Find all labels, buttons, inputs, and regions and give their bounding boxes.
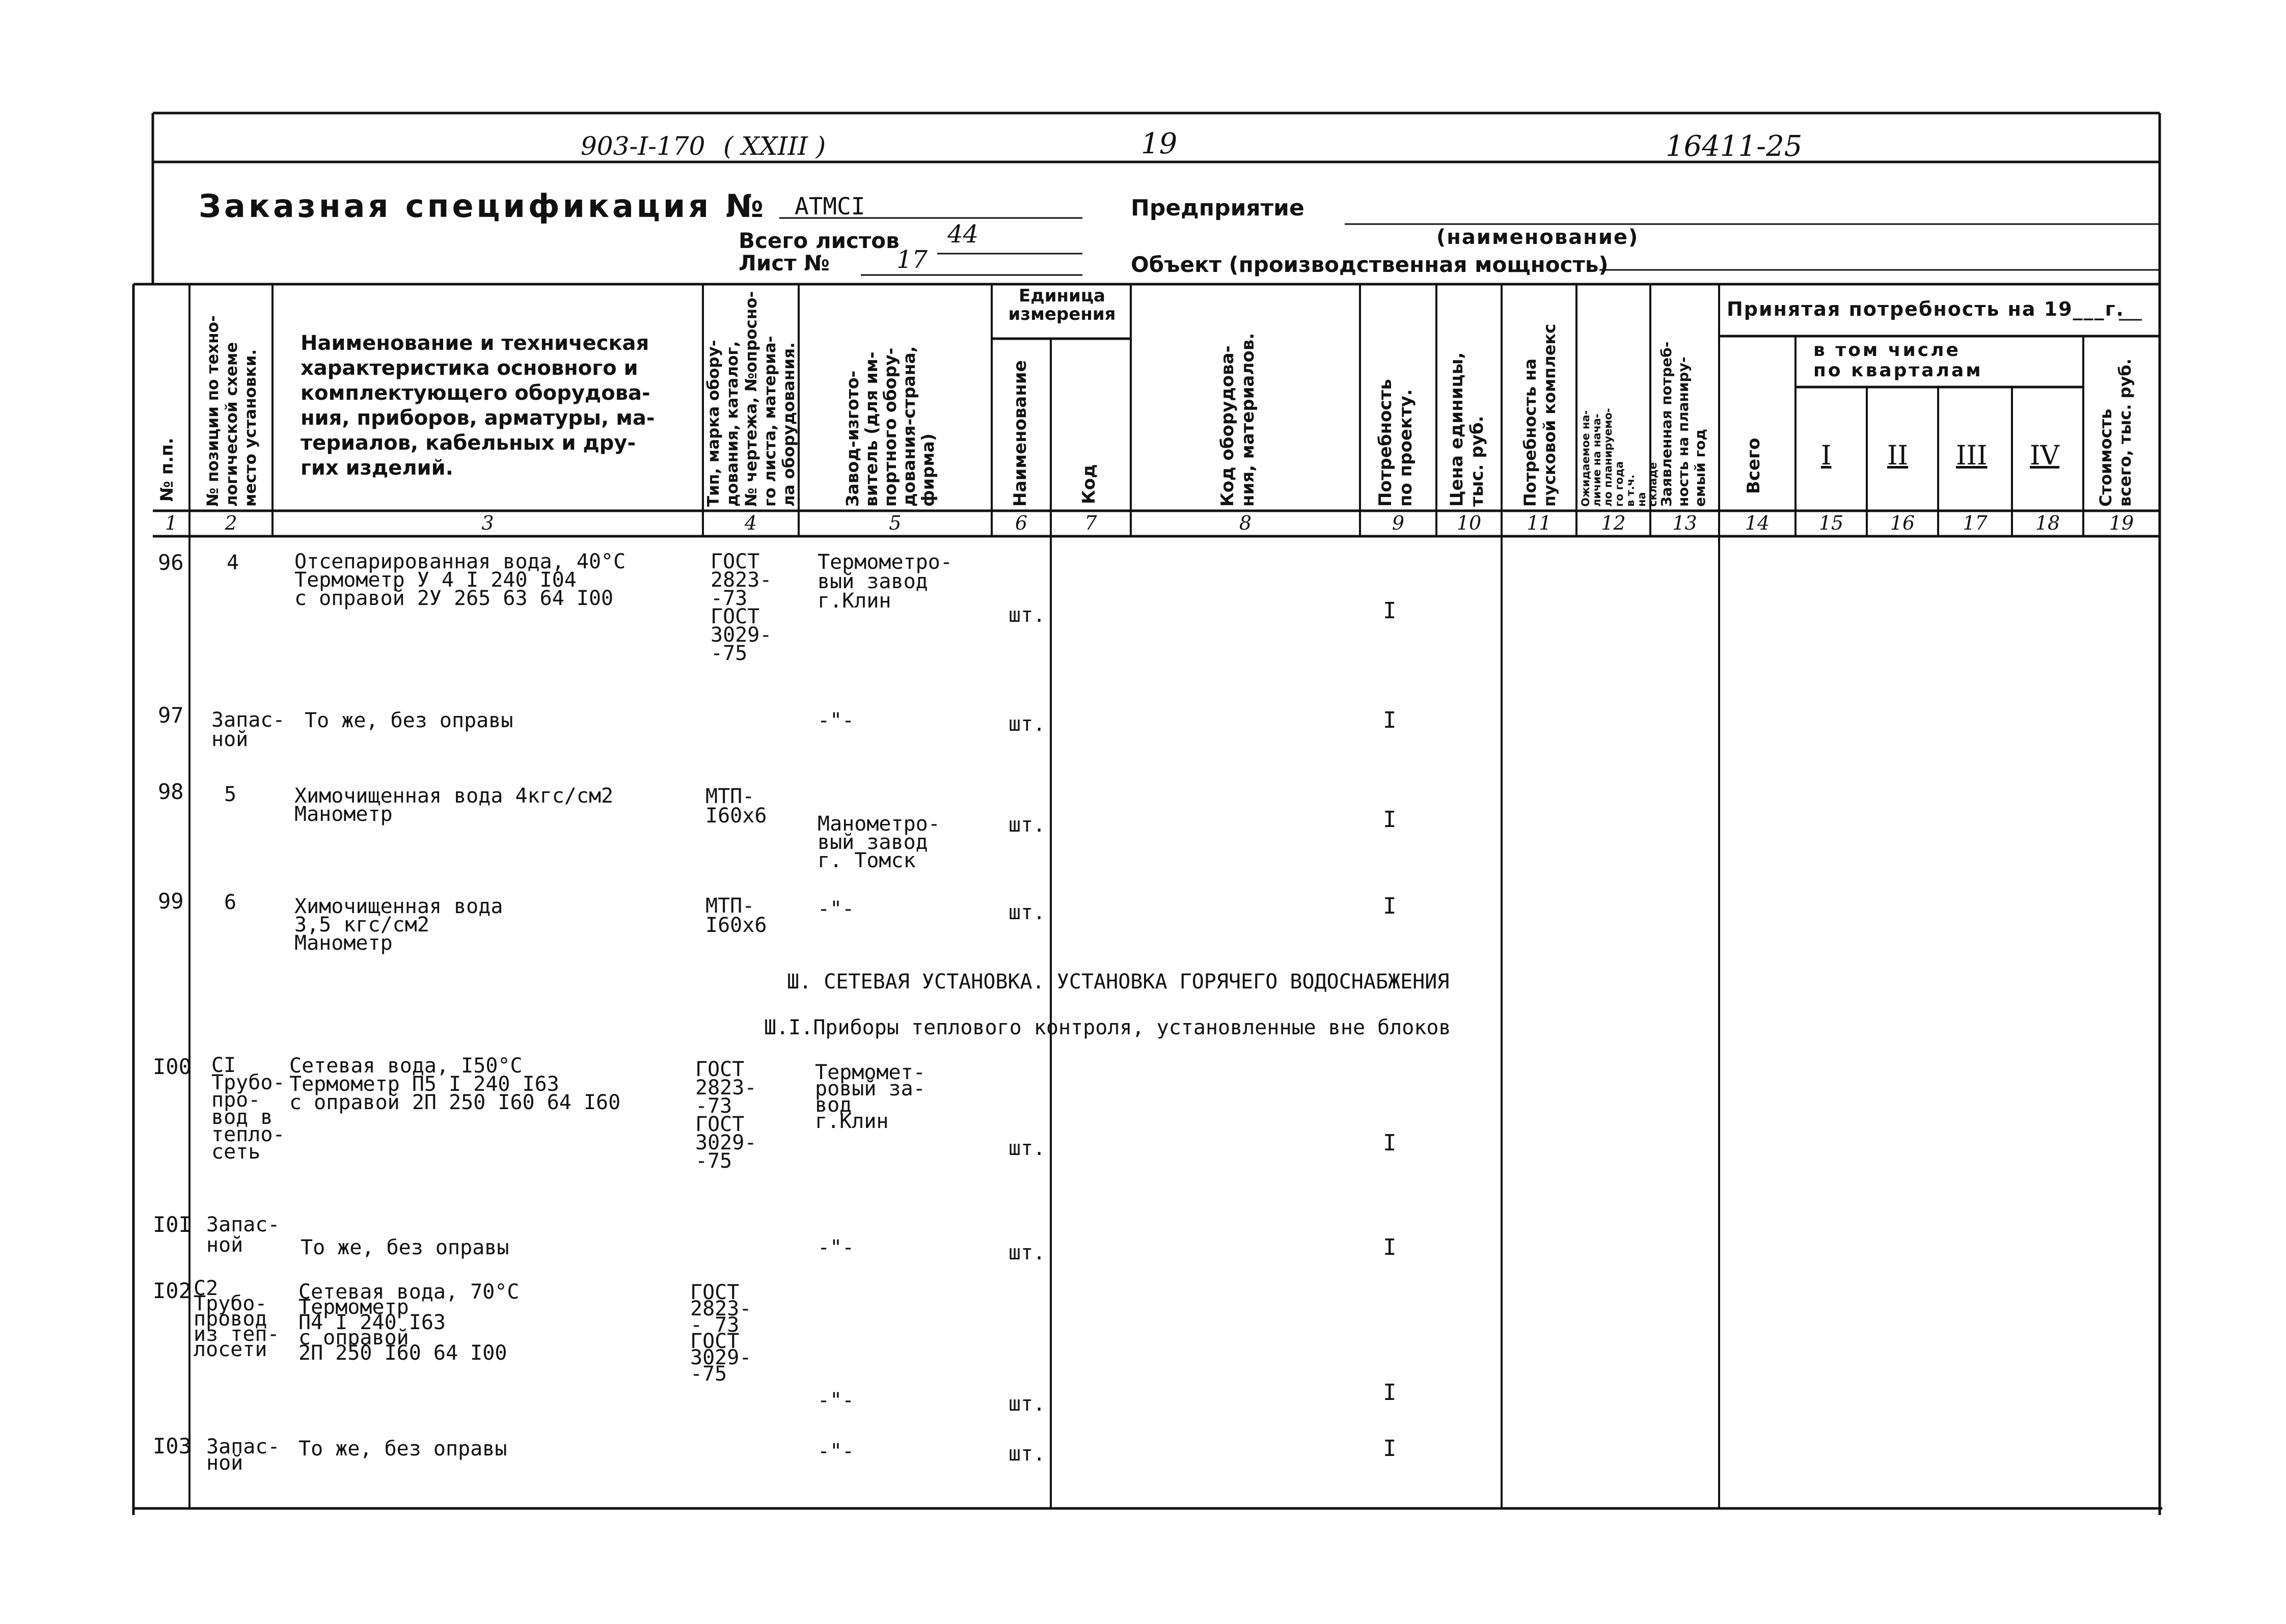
row-quantity: I [1383,807,1397,833]
page-number: 19 [1141,127,1178,160]
col-header-q3: III [1956,441,1988,471]
row-type: ГОСТ 2823- -73 ГОСТ 3029- -75 [711,550,772,665]
row-position: Запас- ной [206,1213,280,1257]
enterprise-label: Предприятие [1131,195,1304,221]
row-number: 97 [158,703,184,728]
row-number: I00 [153,1054,192,1079]
col-header-quarters: в том числе по кварталам [1813,340,1983,381]
col-number: 18 [2035,512,2060,534]
row-unit: шт. [1009,1442,1046,1466]
row-position: 5 [224,783,237,806]
col-number: 7 [1084,512,1097,534]
row-number: 98 [158,779,184,804]
row-unit: шт. [1009,712,1046,736]
col-header-q1: I [1821,441,1832,471]
row-number: 99 [158,889,184,914]
col-header-14: Всего [1744,437,1764,494]
col-number: 6 [1015,512,1028,534]
object-label: Объект (производственная мощность) [1131,252,1609,277]
row-description: То же, без оправы [298,1437,507,1461]
col-header-2: № позиции по техно- логической схеме место установки. [204,315,260,507]
col-number: 2 [225,512,237,534]
col-number: 10 [1456,512,1482,534]
col-header-6: Наименование [1010,360,1030,507]
row-quantity: I [1383,893,1397,919]
col-header-3: Наименование и техническая характеристика основного и комплектующего оборудова- ния, приборов, арматуры, ма- териалов, кабельных и дру- гих изделий. [301,332,655,480]
col-header-q2: II [1887,441,1909,471]
row-type: МТП- I60х6 [705,785,767,828]
col-header-4: Тип, марка обору- дования, каталог, № чертежа, №опросно- го листа, материа- ла оборудования. [704,291,798,507]
row-number: I02 [153,1278,192,1303]
archive-number: 16411-25 [1666,130,1803,163]
col-number: 13 [1672,512,1697,534]
col-number: 11 [1527,512,1552,534]
col-header-9: Потребность по проекту. [1375,379,1416,507]
row-type: МТП- I60х6 [705,894,767,937]
spec-number: АТМСI [795,192,865,220]
col-header-5: Завод-изгото- витель (для им- портного обору- дования-страна, фирма) [842,346,938,507]
row-unit: шт. [1009,1392,1046,1416]
row-position: Запас- ной [211,708,285,751]
row-unit: шт. [1009,813,1046,837]
col-header-q4: IV [2030,441,2060,471]
col-header-11: Потребность на пусковой комплекс [1520,323,1559,507]
section-heading-3: Ш. СЕТЕВАЯ УСТАНОВКА. УСТАНОВКА ГОРЯЧЕГО ВОДОСНАБЖЕНИЯ [787,970,1450,994]
row-quantity: I [1383,598,1397,624]
enterprise-name-label: (наименование) [1436,226,1639,249]
col-number: 1 [165,512,178,534]
col-number: 4 [744,512,757,534]
total-sheets-value: 44 [947,220,979,249]
sheet-number: 17 [896,245,928,274]
col-number: 12 [1601,512,1626,534]
row-description: То же, без оправы [305,709,513,732]
row-type: ГОСТ 2823- - 73 ГОСТ 3029- -75 [690,1281,752,1386]
col-header-12: Ожидаемое на- личие на нача- ло планируемо- го года в т.ч. на складе [1580,408,1659,507]
row-quantity: I [1383,1380,1397,1406]
row-maker: Термомет- ровый за- вод г.Клин [815,1061,926,1133]
col-header-1: № п.п. [157,437,177,502]
doc-number: 903-I-170 [581,131,705,161]
row-number: I0I [153,1212,192,1237]
row-description: Сетевая вода, I50°С Термометр П5 I 240 I63 с оправой 2П 250 I60 64 I60 [289,1054,621,1114]
sheet-label: Лист № [739,251,830,276]
row-quantity: I [1383,707,1397,733]
row-position: 6 [224,891,237,914]
row-position: 4 [227,551,239,574]
row-number: I03 [153,1434,192,1458]
col-number: 3 [481,512,494,534]
col-number: 8 [1239,512,1252,534]
page-title: Заказная спецификация № [199,187,767,225]
row-description: Отсепарированная вода, 40°С Термометр У 4 I 240 I04 с оправой 2У 265 63 64 I00 [294,550,626,610]
col-header-13: Заявленная потреб- ность на планиру- емый год [1658,341,1708,507]
row-position: Запас- ной [206,1435,280,1475]
col-number: 17 [1963,512,1988,534]
row-quantity: I [1383,1436,1397,1462]
total-sheets-label: Всего листов [739,228,900,253]
row-maker: Манометро- вый завод г. Томск [818,812,940,872]
row-position: C2 Трубо- провод из теп- лосети [194,1277,280,1361]
row-maker: -"- [818,1236,855,1259]
row-description: То же, без оправы [301,1236,509,1259]
row-quantity: I [1383,1234,1397,1260]
doc-part: ( XXIII ) [723,131,826,161]
row-unit: шт. [1009,1137,1046,1160]
col-header-10: Цена единицы, тыс. руб. [1447,352,1487,507]
row-unit: шт. [1009,603,1046,627]
col-header-unit-group: Единица измерения [1008,286,1116,324]
row-unit: шт. [1009,901,1046,924]
row-quantity: I [1383,1130,1397,1156]
col-header-accepted: Принятая потребность на 19___г. [1727,298,2125,320]
row-maker: -"- [818,897,855,921]
row-type: ГОСТ 2823- -73 ГОСТ 3029- -75 [695,1058,757,1173]
col-number: 15 [1818,512,1844,534]
col-number: 9 [1392,512,1405,534]
section-heading-3-1: Ш.I.Приборы теплового контроля, установленные вне блоков [764,1016,1451,1039]
row-maker: Термометро- вый завод г.Клин [818,550,953,613]
col-number: 19 [2109,512,2134,534]
col-header-7: Код [1079,464,1099,504]
col-number: 5 [889,512,902,534]
row-description: Химочищенная вода 4кгс/см2 Манометр [294,784,614,826]
row-maker: -"- [818,1389,855,1412]
row-position: CI Трубо- про- вод в тепло- сеть [211,1054,285,1164]
row-maker: -"- [818,1440,855,1463]
row-maker: -"- [818,709,855,732]
col-number: 16 [1890,512,1915,534]
col-header-19: Стоимость всего, тыс. руб. [2096,359,2135,507]
row-description: Химочищенная вода 3,5 кгс/см2 Манометр [294,895,503,955]
col-number: 14 [1745,512,1770,534]
row-unit: шт. [1009,1241,1046,1264]
col-header-8: Код оборудова- ния, материалов. [1217,333,1258,507]
row-description: Сетевая вода, 70°С Термометр П4 I 240 I63 с оправой 2П 250 I60 64 I00 [298,1280,520,1365]
row-number: 96 [158,550,184,575]
